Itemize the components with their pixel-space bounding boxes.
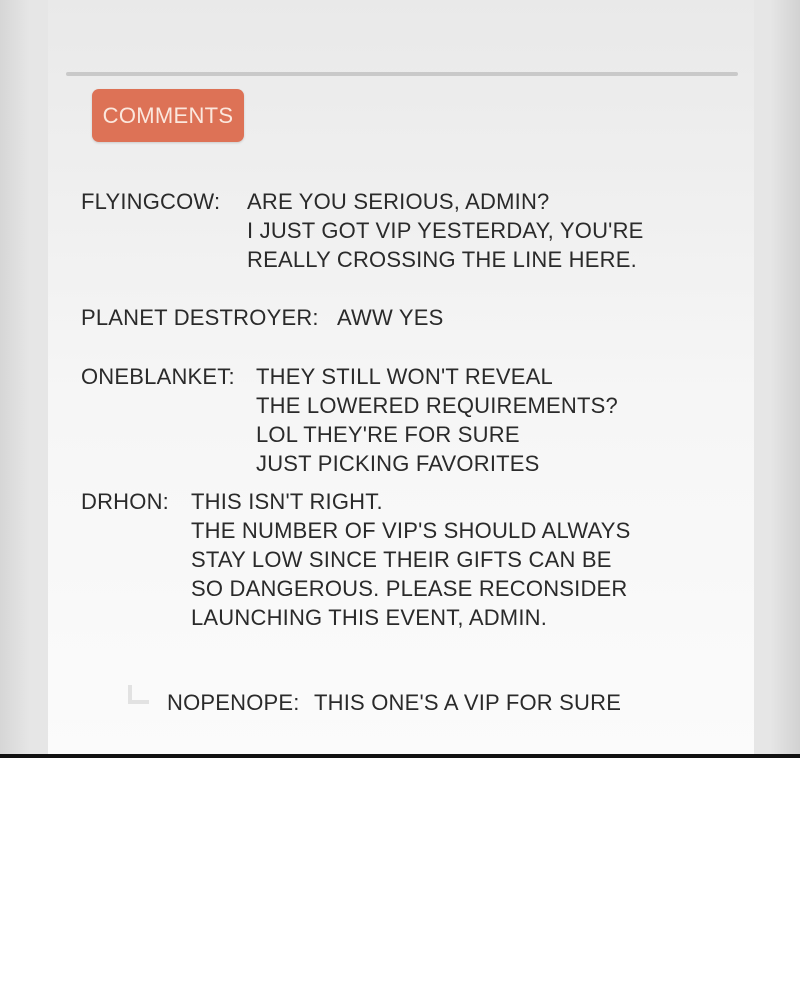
comment-username[interactable]: ONEBLANKET: [81,364,235,389]
comment-body [247,187,644,274]
comment-line: ARE YOU SERIOUS, ADMIN? [247,189,550,214]
reply-body [314,688,621,717]
comment-line: SO DANGEROUS. PLEASE RECONSIDER [191,576,628,601]
comment-line: THIS ISN'T RIGHT. [191,489,383,514]
top-divider [66,72,738,76]
reply-corner-icon [127,683,149,705]
comment-line: THE NUMBER OF VIP'S SHOULD ALWAYS [191,518,631,543]
panel-bottom-border [0,754,800,758]
comment-username[interactable]: DRHON: [81,489,169,514]
comment-line: THE LOWERED REQUIREMENTS? [256,393,618,418]
comment-line: JUST PICKING FAVORITES [256,451,540,476]
comment-username[interactable]: FLYINGCOW: [81,189,221,214]
comment-body [191,487,630,632]
comment-body [337,303,444,332]
reply-line: THIS ONE'S A VIP FOR SURE [314,690,622,715]
comment-line: LOL THEY'RE FOR SURE [256,422,520,447]
comment-line: AWW YES [337,305,444,330]
comment-line: THEY STILL WON'T REVEAL [256,364,553,389]
comment-username[interactable]: PLANET DESTROYER: [81,305,319,330]
comment-line: I JUST GOT VIP YESTERDAY, YOU'RE [247,218,644,243]
reply-username[interactable]: NOPENOPE: [167,690,300,715]
comment-body [256,362,618,478]
comment-line: LAUNCHING THIS EVENT, ADMIN. [191,605,548,630]
comments-tab[interactable]: COMMENTS [92,89,244,142]
comment-line: STAY LOW SINCE THEIR GIFTS CAN BE [191,547,612,572]
comment-line: REALLY CROSSING THE LINE HERE. [247,247,637,272]
